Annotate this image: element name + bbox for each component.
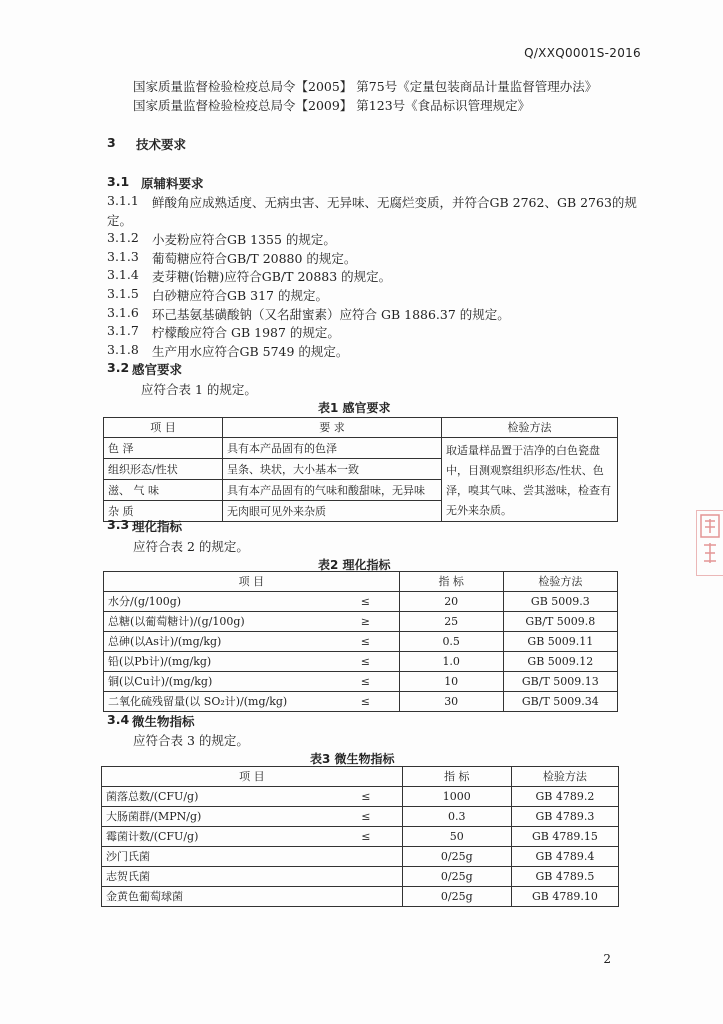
table-cell: 铅(以Pb计)/(mg/kg)	[104, 652, 333, 672]
table-caption: 表2 理化指标	[318, 558, 391, 572]
table-cell: 0/25g	[402, 887, 511, 907]
section-number: 3.1	[107, 174, 130, 189]
table-cell: 50	[402, 827, 511, 847]
page-number: 2	[603, 952, 611, 966]
table-cell: GB 4789.4	[511, 847, 618, 867]
table-cell	[330, 887, 402, 907]
table-cell: 二氧化硫残留量(以 SO₂计)/(mg/kg)	[104, 692, 333, 712]
table-cell: 0.5	[399, 632, 503, 652]
clause-text: 环己基氨基磺酸钠（又名甜蜜素）应符合 GB 1886.37 的规定。	[152, 307, 510, 322]
table-cell: ≤	[330, 827, 402, 847]
table-cell: 具有本产品固有的气味和酸甜味，无异味	[223, 480, 442, 501]
table-cell: ≤	[332, 672, 399, 692]
table-cell: 1.0	[399, 652, 503, 672]
section-body: 应符合表 2 的规定。	[133, 539, 249, 554]
table-cell: 0/25g	[402, 867, 511, 887]
table-cell: ≤	[330, 787, 402, 807]
clause-number: 3.1.2	[107, 230, 139, 245]
table-cell	[330, 867, 402, 887]
table-cell: GB 4789.10	[511, 887, 618, 907]
clause-number: 3.1.4	[107, 267, 139, 282]
section-title: 技术要求	[136, 137, 187, 152]
section-title: 微生物指标	[132, 714, 195, 729]
table-cell: 色 泽	[104, 438, 223, 459]
section-title: 感官要求	[132, 362, 183, 377]
table-sensory	[103, 417, 618, 522]
clause-text: 白砂糖应符合GB 317 的规定。	[152, 288, 328, 303]
clause-text: 鲜酸角应成熟适度、无病虫害、无异味、无腐烂变质，并符合GB 2762、GB 2763的规	[152, 195, 637, 210]
table-cell: 志贺氏菌	[102, 867, 331, 887]
section-body: 应符合表 1 的规定。	[141, 382, 257, 397]
section-title: 理化指标	[132, 519, 183, 534]
reference-line: 国家质量监督检验检疫总局令【2009】 第123号《食品标识管理规定》	[133, 98, 531, 113]
table-cell: 20	[399, 592, 503, 612]
section-body: 应符合表 3 的规定。	[133, 733, 249, 748]
table-cell: 滋、 气 味	[104, 480, 223, 501]
table-cell: GB 4789.2	[511, 787, 618, 807]
clause-text: 葡萄糖应符合GB/T 20880 的规定。	[152, 251, 357, 266]
table-cell: 0/25g	[402, 847, 511, 867]
red-stamp-mark	[696, 510, 723, 576]
section-number: 3	[107, 135, 116, 150]
table-cell-method: 取适量样品置于洁净的白色瓷盘中，目测观察组织形态/性状、色泽，嗅其气味、尝其滋味，检查有无外来杂质。	[442, 438, 618, 522]
clause-text: 定。	[107, 213, 133, 228]
table-cell: 具有本产品固有的色泽	[223, 438, 442, 459]
table-cell: ≤	[332, 652, 399, 672]
table-cell: 水分/(g/100g)	[104, 592, 333, 612]
table-header: 要 求	[223, 418, 442, 438]
table-cell: ≤	[332, 692, 399, 712]
clause-number: 3.1.6	[107, 305, 139, 320]
table-header: 检验方法	[503, 572, 617, 592]
standard-number: Q/XXQ0001S-2016	[524, 46, 641, 60]
table-cell: GB 4789.3	[511, 807, 618, 827]
table-cell: ≤	[330, 807, 402, 827]
table-cell: 呈条、块状，大小基本一致	[223, 459, 442, 480]
clause-number: 3.1.5	[107, 286, 139, 301]
table-cell: 大肠菌群/(MPN/g)	[102, 807, 331, 827]
table-cell: 10	[399, 672, 503, 692]
table-cell: 菌落总数/(CFU/g)	[102, 787, 331, 807]
table-header: 项 目	[102, 767, 403, 787]
table-cell: 总糖(以葡萄糖计)/(g/100g)	[104, 612, 333, 632]
table-cell: GB/T 5009.13	[503, 672, 617, 692]
table-cell: GB 4789.15	[511, 827, 618, 847]
clause-text: 麦芽糖(饴糖)应符合GB/T 20883 的规定。	[152, 269, 392, 284]
table-cell: ≥	[332, 612, 399, 632]
clause-text: 小麦粉应符合GB 1355 的规定。	[152, 232, 336, 247]
table-cell: 铜(以Cu计)/(mg/kg)	[104, 672, 333, 692]
table-cell: GB 5009.12	[503, 652, 617, 672]
table-physicochemical	[103, 571, 618, 712]
table-cell	[330, 847, 402, 867]
table-cell: 总砷(以As计)/(mg/kg)	[104, 632, 333, 652]
table-header: 指 标	[399, 572, 503, 592]
section-number: 3.2	[107, 360, 130, 375]
table-cell: GB 4789.5	[511, 867, 618, 887]
section-number: 3.4	[107, 712, 130, 727]
table-caption: 表1 感官要求	[318, 401, 391, 415]
table-cell: 0.3	[402, 807, 511, 827]
reference-line: 国家质量监督检验检疫总局令【2005】 第75号《定量包装商品计量监督管理办法》	[133, 79, 598, 94]
table-header: 项 目	[104, 418, 223, 438]
table-cell: 杂 质	[104, 501, 223, 522]
table-cell: 组织形态/性状	[104, 459, 223, 480]
table-cell: 25	[399, 612, 503, 632]
clause-number: 3.1.1	[107, 193, 139, 208]
table-header: 指 标	[402, 767, 511, 787]
table-cell: 霉菌计数/(CFU/g)	[102, 827, 331, 847]
clause-number: 3.1.3	[107, 249, 139, 264]
table-header: 检验方法	[442, 418, 618, 438]
clause-text: 生产用水应符合GB 5749 的规定。	[152, 344, 349, 359]
table-cell: GB/T 5009.34	[503, 692, 617, 712]
table-cell: 无肉眼可见外来杂质	[223, 501, 442, 522]
clause-number: 3.1.7	[107, 323, 139, 338]
table-cell: 金黄色葡萄球菌	[102, 887, 331, 907]
table-cell: GB/T 5009.8	[503, 612, 617, 632]
table-cell: GB 5009.11	[503, 632, 617, 652]
table-microbial	[101, 766, 619, 907]
section-number: 3.3	[107, 517, 130, 532]
table-header: 项 目	[104, 572, 400, 592]
table-cell: ≤	[332, 592, 399, 612]
clause-text: 柠檬酸应符合 GB 1987 的规定。	[152, 325, 340, 340]
table-cell: 1000	[402, 787, 511, 807]
table-header: 检验方法	[511, 767, 618, 787]
stamp-icon	[698, 511, 722, 571]
table-cell: GB 5009.3	[503, 592, 617, 612]
table-cell: 沙门氏菌	[102, 847, 331, 867]
clause-number: 3.1.8	[107, 342, 139, 357]
table-caption: 表3 微生物指标	[310, 752, 395, 766]
table-cell: 30	[399, 692, 503, 712]
section-title: 原辅料要求	[141, 176, 204, 191]
table-cell: ≤	[332, 632, 399, 652]
